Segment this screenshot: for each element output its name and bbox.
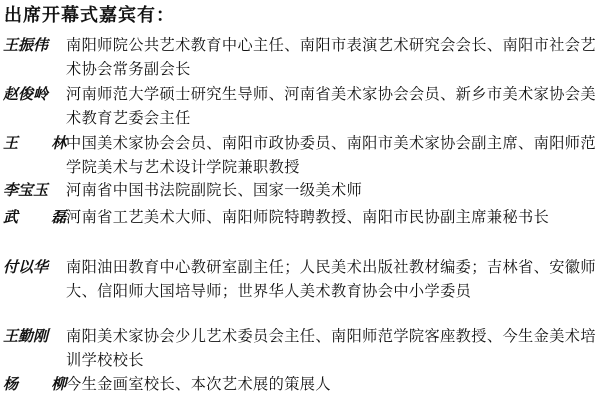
guest-name: 武 磊 — [3, 208, 81, 226]
guest-entry — [0, 33, 600, 81]
guest-entry — [0, 324, 600, 372]
guest-description: 今生金画室校长、本次艺术展的策展人 — [66, 375, 331, 393]
guest-entry — [0, 82, 600, 130]
guest-entry — [0, 205, 600, 229]
guest-entry — [0, 131, 600, 179]
guest-entry — [0, 255, 600, 303]
document-heading: 出席开幕式嘉宾有： — [4, 5, 175, 26]
guest-name: 王勤刚 — [3, 327, 49, 345]
guest-name: 赵俊岭 — [3, 85, 49, 103]
guest-description: 南阳美术家协会少儿艺术委员会主任、南阳师范学院客座教授、今生金美术培训学校校长 — [66, 327, 596, 369]
guest-name: 李宝玉 — [3, 181, 49, 199]
guest-description: 河南省中国书法院副院长、国家一级美术师 — [66, 181, 363, 199]
guest-name: 王 林 — [3, 134, 81, 152]
guest-entry — [0, 178, 600, 202]
guest-name: 付以华 — [3, 258, 49, 276]
guest-name: 杨 柳 — [3, 375, 81, 393]
guest-description: 南阳油田教育中心教研室副主任；人民美术出版社教材编委；吉林省、安徽师大、信阳师大国培导师；世界华人美术教育协会中小学委员 — [66, 258, 596, 300]
guest-description: 河南省工艺美术大师、南阳师院特聘教授、南阳市民协副主席兼秘书长 — [66, 208, 550, 226]
guest-description: 南阳师院公共艺术教育中心主任、南阳市表演艺术研究会会长、南阳市社会艺术协会常务副会长 — [66, 36, 596, 78]
guest-description: 河南师范大学硕士研究生导师、河南省美术家协会会员、新乡市美术家协会美术教育艺委会主任 — [66, 85, 596, 127]
guest-name: 王振伟 — [3, 36, 49, 54]
guest-description: 中国美术家协会会员、南阳市政协委员、南阳市美术家协会副主席、南阳师范学院美术与艺术设计学院兼职教授 — [66, 134, 596, 176]
guest-entry — [0, 372, 600, 396]
